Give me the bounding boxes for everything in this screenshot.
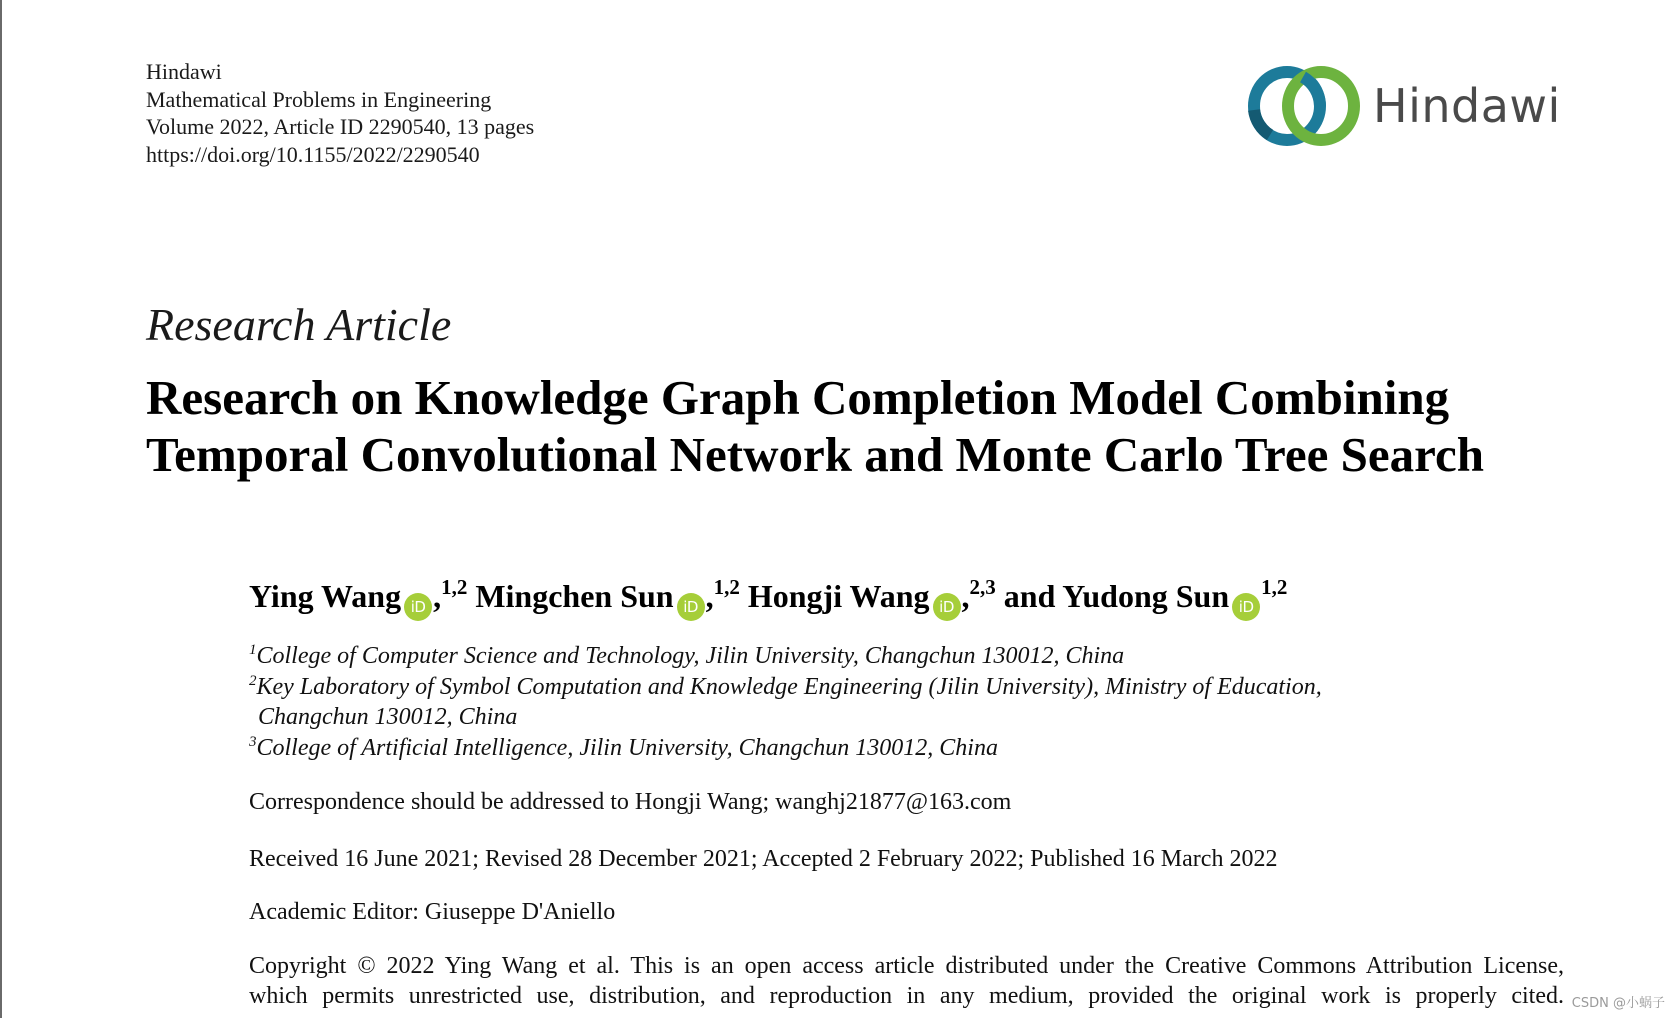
page-left-edge [0,0,2,1018]
orcid-icon[interactable]: iD [677,593,705,621]
author-affiliation-sup: 2,3 [969,575,996,599]
orcid-icon[interactable]: iD [1232,593,1260,621]
hindawi-logo [1243,60,1583,152]
csdn-watermark: CSDN @小蜗子 [1571,996,1665,1011]
title-line-2: Temporal Convolutional Network and Monte Carlo Tree Search [146,427,1484,482]
author-affiliation-sup: 1,2 [441,575,468,599]
affiliation-number: 3 [249,733,257,750]
author-name[interactable]: Mingchen Sun [475,578,674,614]
author-separator: , [705,578,714,614]
author-name[interactable]: Hongji Wang [747,578,930,614]
article-type: Research Article [146,299,452,350]
affiliation-text: Key Laboratory of Symbol Computation and Knowledge Engineering (Jilin University), Ministry of Education, [256,673,1322,700]
author-name[interactable]: Yudong Sun [1062,578,1230,614]
academic-editor: Academic Editor: Giuseppe D'Aniello [249,899,616,925]
affiliation-2-continued: Changchun 130012, China [258,704,518,730]
doi-link[interactable]: https://doi.org/10.1155/2022/2290540 [146,141,480,167]
affiliation-number: 1 [249,642,257,658]
author-affiliation-sup: 1,2 [713,575,740,599]
hindawi-wordmark: Hindawi [1373,79,1561,133]
affiliation-1 [249,641,1322,672]
journal-name: Mathematical Problems in Engineering [146,86,492,112]
author-list [249,576,1287,621]
volume-info: Volume 2022, Article ID 2290540, 13 pages [146,114,535,139]
author-name[interactable]: Ying Wang [249,578,402,614]
affiliation-3 [249,733,1322,764]
author-separator: , [433,578,442,614]
orcid-icon[interactable]: iD [404,593,432,621]
author-conjunction: and [1003,578,1063,614]
affiliation-2 [249,672,1322,703]
article-title [146,369,1666,483]
correspondence: Correspondence should be addressed to Hongji Wang; wanghj21877@163.com [249,789,1012,815]
publication-dates: Received 16 June 2021; Revised 28 December 2021; Accepted 2 February 2022; Published 16 March 2022 [249,846,1278,872]
copyright-line-2: which permits unrestricted use, distribution, and reproduction in any medium, provided the original work is properly cited. [249,983,1564,1009]
journal-header [146,58,534,168]
copyright-notice [249,951,1564,1011]
orcid-icon[interactable]: iD [933,593,961,621]
copyright-line-1: Copyright © 2022 Ying Wang et al. This is an open access article distributed under the Creative Commons Attribution License, [249,953,1564,979]
author-affiliation-sup: 1,2 [1261,575,1288,599]
author-separator: , [961,578,970,614]
affiliations [249,641,1322,763]
affiliation-text: College of Computer Science and Technology, Jilin University, Changchun 130012, China [256,643,1125,669]
title-line-1: Research on Knowledge Graph Completion Model Combining [146,370,1450,425]
publisher-name: Hindawi [146,59,222,84]
hindawi-rings-icon [1243,60,1365,152]
affiliation-text: College of Artificial Intelligence, Jilin University, Changchun 130012, China [256,734,998,761]
affiliation-number: 2 [249,672,257,689]
